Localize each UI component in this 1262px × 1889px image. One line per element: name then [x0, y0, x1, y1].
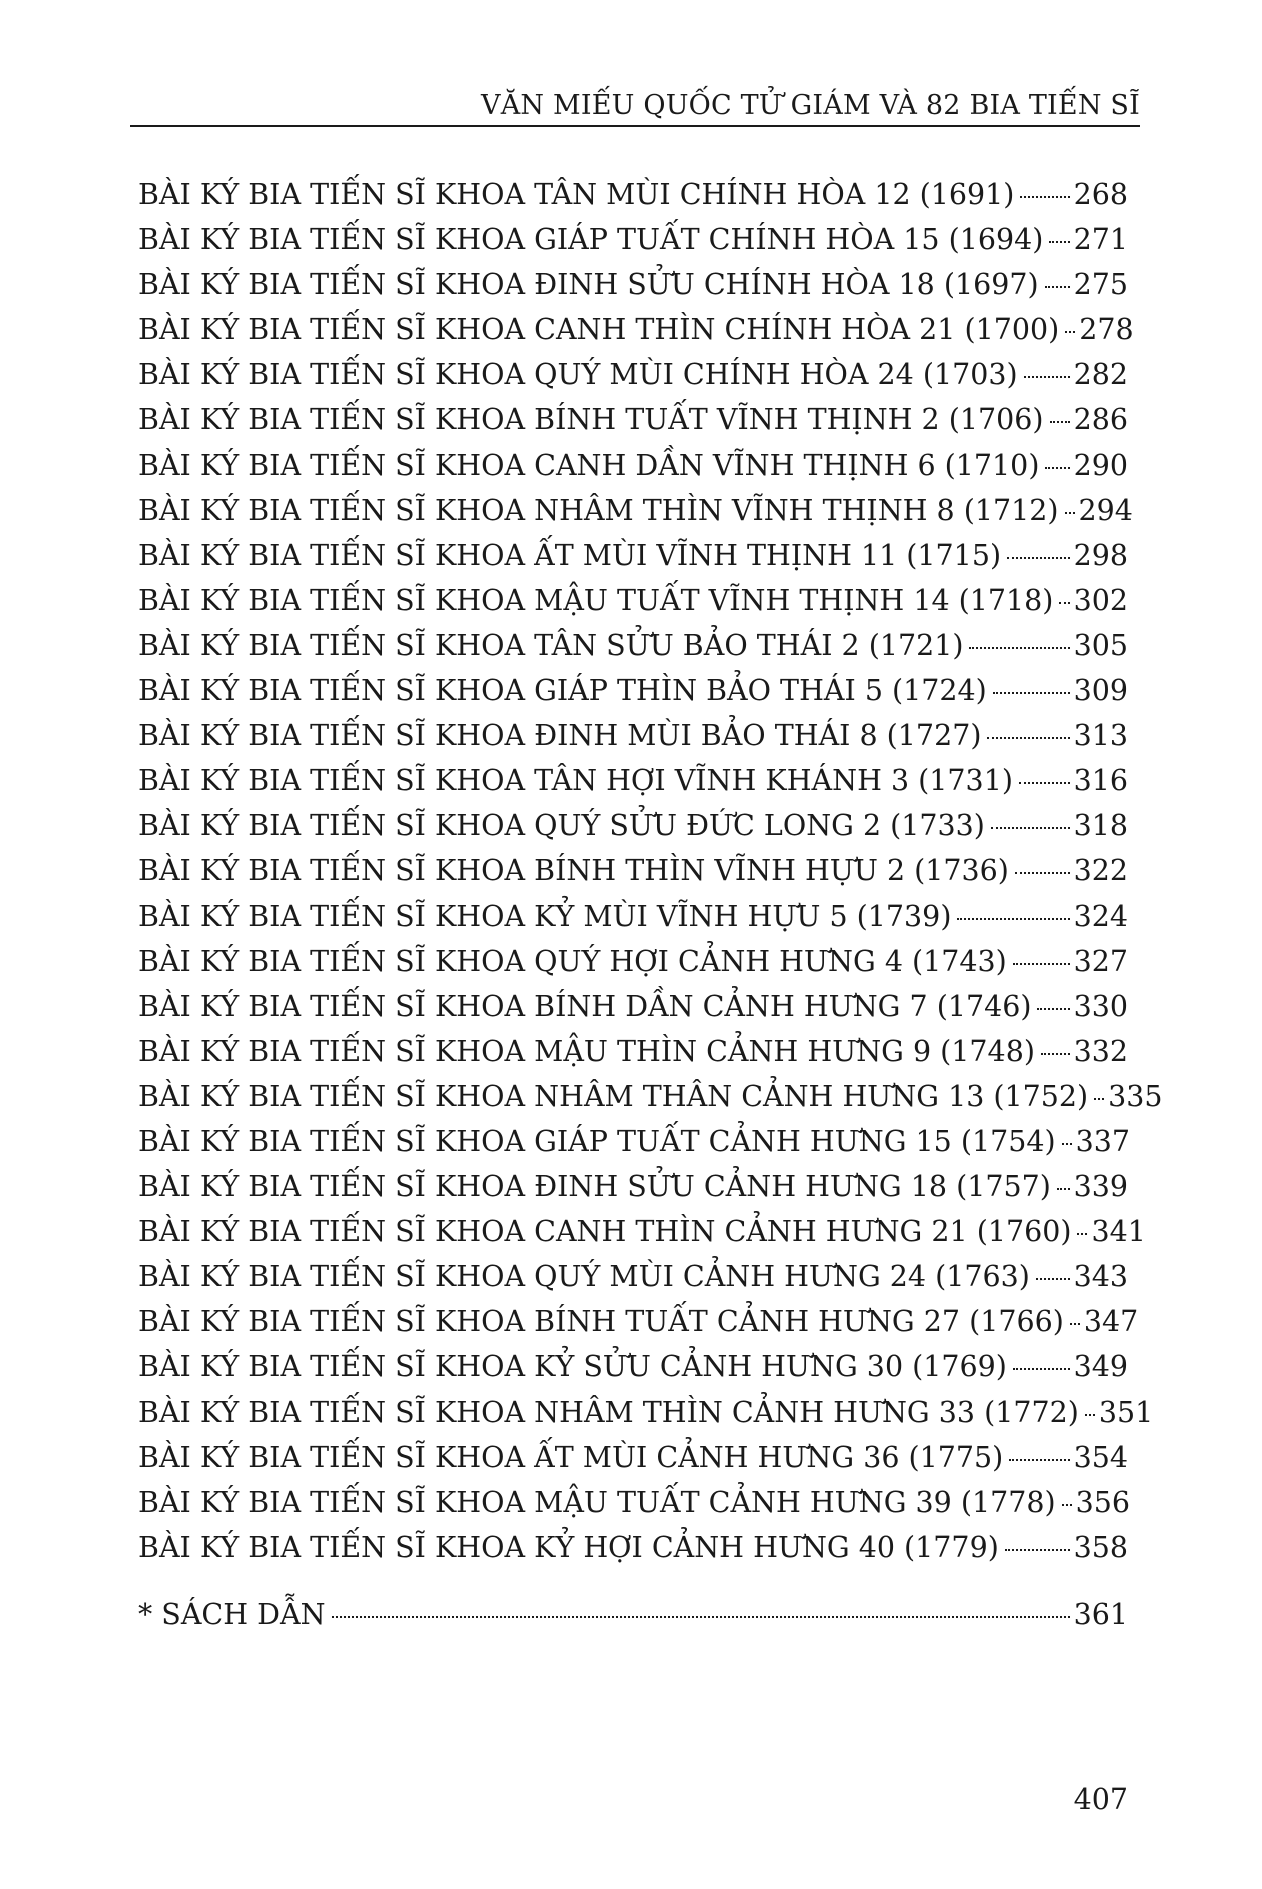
toc-entry-title: BÀI KÝ BIA TIẾN SĨ KHOA QUÝ SỬU ĐỨC LONG 2 (1733) [138, 809, 985, 843]
toc-entry[interactable] [138, 1344, 1128, 1389]
toc-entry-page: 322 [1073, 854, 1128, 888]
dot-leader [1024, 376, 1070, 378]
toc-entry-title: BÀI KÝ BIA TIẾN SĨ KHOA NHÂM THÌN VĨNH THỊNH 8 (1712) [138, 493, 1059, 527]
toc-entry[interactable] [138, 352, 1128, 397]
toc-entry-page: 358 [1073, 1530, 1128, 1564]
toc-entry-page: 339 [1073, 1170, 1128, 1204]
toc-entry-page: 309 [1073, 674, 1128, 708]
toc-entry[interactable] [138, 668, 1128, 713]
toc-entry[interactable] [138, 1209, 1146, 1254]
running-header: VĂN MIẾU QUỐC TỬ GIÁM VÀ 82 BIA TIẾN SĨ [481, 90, 1140, 121]
toc-entry-page: 351 [1098, 1395, 1154, 1429]
toc-entry-title: BÀI KÝ BIA TIẾN SĨ KHOA KỶ HỢI CẢNH HƯNG 40 (1779) [138, 1530, 999, 1564]
toc-entry[interactable] [138, 172, 1128, 217]
toc-entry-title: BÀI KÝ BIA TIẾN SĨ KHOA GIÁP TUẤT CHÍNH HÒA 15 (1694) [138, 223, 1044, 257]
toc-entry[interactable] [138, 939, 1128, 984]
toc-entry[interactable] [138, 1164, 1128, 1209]
toc-entry[interactable] [138, 894, 1128, 939]
toc-entry-page: 278 [1079, 313, 1134, 347]
toc-entry[interactable] [138, 1254, 1128, 1299]
toc-entry-title: BÀI KÝ BIA TIẾN SĨ KHOA MẬU TUẤT VĨNH THỊNH 14 (1718) [138, 583, 1054, 617]
toc-entry-title: BÀI KÝ BIA TIẾN SĨ KHOA ẤT MÙI CẢNH HƯNG 36 (1775) [138, 1440, 1004, 1474]
toc-entry-page: 335 [1108, 1079, 1163, 1113]
toc-entry-title: BÀI KÝ BIA TIẾN SĨ KHOA ẤT MÙI VĨNH THỊNH 11 (1715) [138, 538, 1002, 572]
toc-entry-page: 327 [1073, 944, 1128, 978]
toc-entry[interactable] [138, 758, 1128, 803]
toc-entry-page: 354 [1073, 1440, 1128, 1474]
dot-leader [1015, 872, 1070, 874]
toc-entry-page: 347 [1083, 1305, 1139, 1339]
toc-entry[interactable] [138, 848, 1128, 893]
dot-leader [991, 827, 1070, 829]
toc-entry-title: BÀI KÝ BIA TIẾN SĨ KHOA BÍNH THÌN VĨNH HỰU 2 (1736) [138, 854, 1009, 888]
toc-entry[interactable] [138, 623, 1128, 668]
toc-entry-page: 318 [1073, 809, 1128, 843]
toc-entry-page: 271 [1073, 223, 1128, 257]
dot-leader [1005, 1549, 1070, 1551]
dot-leader [1070, 1323, 1080, 1325]
toc-entry-page: 298 [1073, 538, 1128, 572]
toc-entry-page: 286 [1073, 403, 1128, 437]
toc-entry-title: BÀI KÝ BIA TIẾN SĨ KHOA GIÁP THÌN BẢO THÁI 5 (1724) [138, 674, 987, 708]
toc-entry-page: 316 [1073, 764, 1128, 798]
toc-entry[interactable] [138, 713, 1128, 758]
toc-entry[interactable] [138, 1119, 1131, 1164]
toc-entry[interactable] [138, 217, 1128, 262]
toc-entry[interactable] [138, 1435, 1128, 1480]
toc-entry-page: 290 [1073, 448, 1128, 482]
toc-entry-title: BÀI KÝ BIA TIẾN SĨ KHOA TÂN HỢI VĨNH KHÁNH 3 (1731) [138, 764, 1013, 798]
toc-entry-index[interactable] [138, 1592, 1128, 1637]
page-number: 407 [1073, 1783, 1128, 1816]
dot-leader [957, 918, 1069, 920]
toc-entry-title: BÀI KÝ BIA TIẾN SĨ KHOA ĐINH SỬU CHÍNH HÒA 18 (1697) [138, 268, 1039, 302]
toc-entry-page: 324 [1073, 899, 1128, 933]
toc-entry[interactable] [138, 488, 1133, 533]
toc-entry-title: BÀI KÝ BIA TIẾN SĨ KHOA BÍNH DẦN CẢNH HƯNG 7 (1746) [138, 989, 1032, 1023]
dot-leader [1062, 1504, 1072, 1506]
toc-entry[interactable] [138, 1525, 1128, 1570]
dot-leader [332, 1616, 1070, 1618]
dot-leader [1094, 1098, 1104, 1100]
toc-entry-page: 330 [1073, 989, 1128, 1023]
dot-leader [1013, 1368, 1070, 1370]
toc-entry-page: 268 [1073, 178, 1128, 211]
toc-entry-page: 302 [1073, 583, 1128, 617]
toc-entry[interactable] [138, 262, 1128, 307]
toc-entry-title: BÀI KÝ BIA TIẾN SĨ KHOA ĐINH MÙI BẢO THÁI 8 (1727) [138, 719, 982, 753]
toc-entry-title: BÀI KÝ BIA TIẾN SĨ KHOA MẬU THÌN CẢNH HƯNG 9 (1748) [138, 1034, 1035, 1068]
dot-leader [987, 737, 1069, 739]
toc-entry[interactable] [138, 533, 1128, 578]
toc-entry[interactable] [138, 803, 1128, 848]
toc-entry-title: BÀI KÝ BIA TIẾN SĨ KHOA QUÝ HỢI CẢNH HƯNG 4 (1743) [138, 944, 1007, 978]
dot-leader [1062, 1143, 1072, 1145]
toc-entry-title: BÀI KÝ BIA TIẾN SĨ KHOA CANH THÌN CẢNH HƯNG 21 (1760) [138, 1215, 1072, 1249]
toc-entry-title: * SÁCH DẪN [138, 1597, 326, 1631]
dot-leader [1041, 1053, 1070, 1055]
toc-entry-title: BÀI KÝ BIA TIẾN SĨ KHOA MẬU TUẤT CẢNH HƯNG 39 (1778) [138, 1485, 1056, 1519]
dot-leader [1045, 467, 1069, 469]
dot-leader [993, 692, 1070, 694]
table-of-contents [138, 172, 1163, 1637]
toc-entry-title: BÀI KÝ BIA TIẾN SĨ KHOA GIÁP TUẤT CẢNH HƯNG 15 (1754) [138, 1124, 1056, 1158]
toc-entry[interactable] [138, 1029, 1128, 1074]
dot-leader [1057, 1188, 1070, 1190]
dot-leader [1019, 782, 1070, 784]
toc-entry[interactable] [138, 1480, 1131, 1525]
dot-leader [1037, 1008, 1069, 1010]
dot-leader [1059, 602, 1069, 604]
toc-entry-title: BÀI KÝ BIA TIẾN SĨ KHOA QUÝ MÙI CẢNH HƯNG 24 (1763) [138, 1260, 1030, 1294]
toc-entry[interactable] [138, 443, 1128, 488]
dot-leader [1020, 196, 1069, 198]
dot-leader [1065, 331, 1075, 333]
toc-entry-title: BÀI KÝ BIA TIẾN SĨ KHOA KỶ SỬU CẢNH HƯNG 30 (1769) [138, 1350, 1007, 1384]
dot-leader [1077, 1233, 1087, 1235]
dot-leader [1065, 512, 1075, 514]
toc-entry[interactable] [138, 1299, 1139, 1344]
dot-leader [1009, 1459, 1069, 1461]
dot-leader [969, 647, 1069, 649]
toc-entry-title: BÀI KÝ BIA TIẾN SĨ KHOA NHÂM THÂN CẢNH HƯNG 13 (1752) [138, 1079, 1089, 1113]
toc-entry-title: BÀI KÝ BIA TIẾN SĨ KHOA TÂN SỬU BẢO THÁI 2 (1721) [138, 628, 964, 662]
dot-leader [1045, 286, 1070, 288]
toc-entry[interactable] [138, 578, 1128, 623]
toc-entry-page: 361 [1073, 1597, 1128, 1631]
toc-entry-title: BÀI KÝ BIA TIẾN SĨ KHOA KỶ MÙI VĨNH HỰU 5 (1739) [138, 899, 952, 933]
toc-entry-title: BÀI KÝ BIA TIẾN SĨ KHOA NHÂM THÌN CẢNH HƯNG 33 (1772) [138, 1395, 1079, 1429]
toc-entry-page: 349 [1073, 1350, 1128, 1384]
toc-entry[interactable] [138, 1074, 1163, 1119]
dot-leader [1007, 557, 1070, 559]
toc-entry-page: 356 [1075, 1485, 1131, 1519]
toc-entry-page: 332 [1073, 1034, 1128, 1068]
toc-entry-page: 305 [1073, 628, 1128, 662]
toc-entry-page: 275 [1073, 268, 1128, 302]
toc-entry-title: BÀI KÝ BIA TIẾN SĨ KHOA CANH THÌN CHÍNH HÒA 21 (1700) [138, 313, 1060, 347]
toc-entry[interactable] [138, 307, 1134, 352]
toc-entry-page: 294 [1078, 493, 1133, 527]
toc-entry-page: 341 [1091, 1215, 1146, 1249]
dot-leader [1085, 1414, 1095, 1416]
toc-entry-page: 282 [1073, 358, 1128, 392]
dot-leader [1049, 241, 1069, 243]
toc-entry[interactable] [138, 1390, 1154, 1435]
dot-leader [1050, 421, 1070, 423]
dot-leader [1013, 963, 1070, 965]
toc-entry-title: BÀI KÝ BIA TIẾN SĨ KHOA CANH DẦN VĨNH THỊNH 6 (1710) [138, 448, 1040, 482]
toc-entry[interactable] [138, 984, 1128, 1029]
header-rule [130, 125, 1140, 127]
toc-entry-page: 343 [1073, 1260, 1128, 1294]
toc-entry-title: BÀI KÝ BIA TIẾN SĨ KHOA BÍNH TUẤT VĨNH THỊNH 2 (1706) [138, 403, 1044, 437]
toc-entry-page: 313 [1073, 719, 1128, 753]
toc-entry-title: BÀI KÝ BIA TIẾN SĨ KHOA ĐINH SỬU CẢNH HƯNG 18 (1757) [138, 1170, 1051, 1204]
toc-entry-page: 337 [1075, 1124, 1131, 1158]
toc-entry-title: BÀI KÝ BIA TIẾN SĨ KHOA QUÝ MÙI CHÍNH HÒA 24 (1703) [138, 358, 1018, 392]
dot-leader [1036, 1278, 1070, 1280]
toc-entry-title: BÀI KÝ BIA TIẾN SĨ KHOA BÍNH TUẤT CẢNH HƯNG 27 (1766) [138, 1305, 1064, 1339]
toc-entry[interactable] [138, 397, 1128, 442]
toc-entry-title: BÀI KÝ BIA TIẾN SĨ KHOA TÂN MÙI CHÍNH HÒA 12 (1691) [138, 178, 1015, 211]
